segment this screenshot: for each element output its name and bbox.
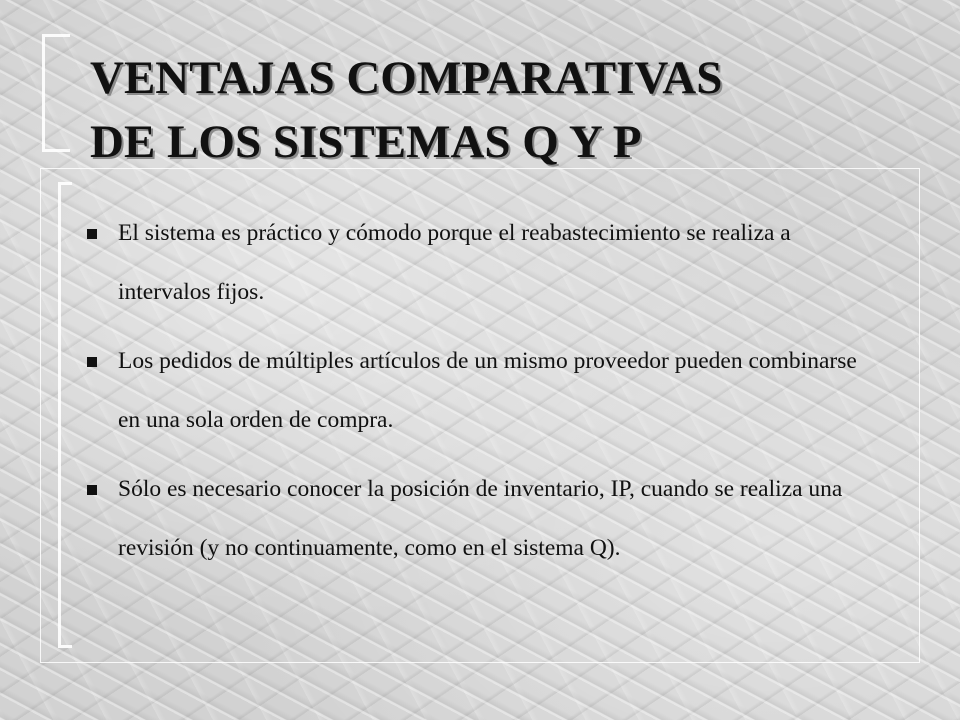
square-bullet-icon [87, 485, 97, 495]
bullet-item-2 [84, 332, 884, 450]
slide-title [90, 46, 930, 174]
bullet-text-3: Sólo es necesario conocer la posición de inventario, IP, cuando se realiza una revisión (y no continuamente, como en el sistema Q). [118, 476, 843, 561]
square-bullet-icon [87, 229, 97, 239]
bullet-text-1: El sistema es práctico y cómodo porque el reabastecimiento se realiza a intervalos fijos. [118, 220, 791, 305]
bullet-item-3 [84, 460, 884, 578]
slide-title-line-1: VENTAJAS COMPARATIVAS [90, 52, 723, 104]
slide-title-line-2: DE LOS SISTEMAS Q Y P [90, 116, 642, 168]
bullet-list [84, 204, 884, 588]
square-bullet-icon [87, 357, 97, 367]
bullet-text-2: Los pedidos de múltiples artículos de un mismo proveedor pueden combinarse en una sola orden de compra. [118, 348, 857, 433]
title-decor-bracket [42, 34, 70, 152]
bullet-item-1 [84, 204, 884, 322]
